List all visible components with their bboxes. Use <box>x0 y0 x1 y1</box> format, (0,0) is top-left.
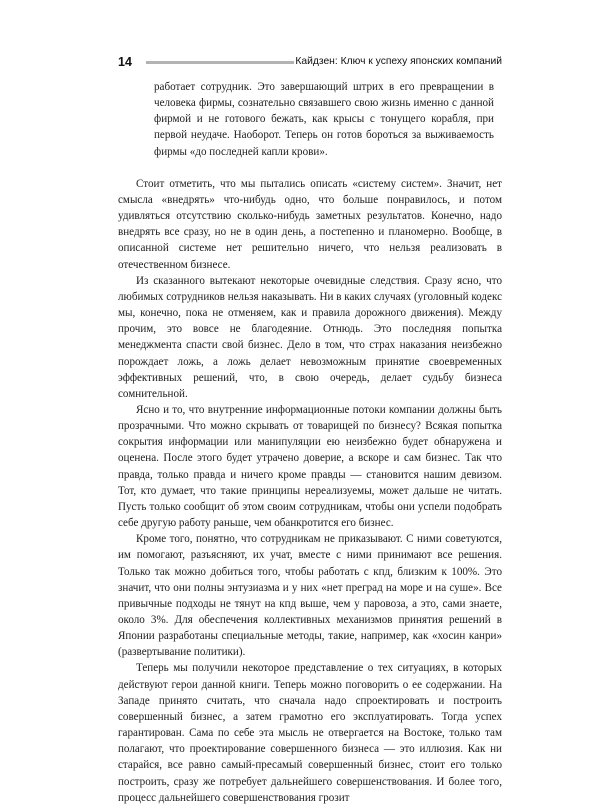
page-body <box>118 79 502 806</box>
paragraph-2: Из сказанного вытекают некоторые очевидные следствия. Сразу ясно, что любимых сотрудников нельзя наказывать. Ни в каких случаях (уголовный кодекс мы, конечно, пока не отменяем, как и правила дорожного движения). Между прочим, это вовсе не благодеяние. Отнюдь. Это последняя попытка менеджмента спасти свой бизнес. Дело в том, что страх наказания неизбежно порождает ложь, а ложь делает невозможным принятие своевременных эффективных решений, что, в свою очередь, делает судьбу бизнеса сомнительной. <box>118 274 502 400</box>
paragraph-5: Теперь мы получили некоторое представление о тех ситуациях, в которых действуют герои данной книги. Теперь можно поговорить о ее содержании. На Западе принято считать, что сначала надо спроектировать и построить совершенный бизнес, а затем грамотно его эксплуатировать. Тогда успех гарантирован. Сама по себе эта мысль не отвергается на Востоке, только там полагают, что проектирование совершенного бизнеса — это иллюзия. Как ни старайся, все равно самый-пресамый совершенный бизнес, стоит его только построить, сразу же потребует дальнейшего совершенствования. И более того, процесс дальнейшего совершенствования грозит <box>118 662 502 804</box>
paragraph-4: Кроме того, понятно, что сотрудникам не приказывают. С ними советуются, им помогают, разъясняют, их учат, вместе с ними принимают все решения. Только так можно добиться того, чтобы работать с кпд, близким к 100%. Это значит, что они полны энтузиазма и у них «нет преград на море и на суше». Все привычные подходы не тянут на кпд выше, чем у паровоза, а это, сами знаете, около 3%. Для обеспечения коллективных механизмов принятия решений в Японии разработаны специальные методы, такие, например, как «хосин канри» (развертывание политики). <box>118 533 502 659</box>
header-rule <box>146 61 294 64</box>
page-header <box>118 55 502 71</box>
quote-text: работает сотрудник. Это завершающий штрих в его превращении в человека фирмы, сознательно связавшего свою жизнь именно с данной фирмой и не готового бежать, как крысы с тонущего корабля, при первой неудаче. Наоборот. Теперь он готов бороться за выживаемость фирмы «до последней капли крови». <box>154 81 494 158</box>
paragraph-3: Ясно и то, что внутренние информационные потоки компании должны быть прозрачными. Что можно скрывать от товарищей по бизнесу? Всякая попытка сокрытия информации или манипуляции ею неизбежно будет обнаружена и оценена. После этого будет утрачено доверие, а вскоре и сам бизнес. Так что правда, только правда и ничего кроме правды — становится нашим девизом. Тот, кто думает, что такие принципы нереализуемы, может дальше не читать. Пусть только сообщит об этом своим сотрудникам, чтобы они успели подобрать себе другую работу раньше, чем обанкротится его бизнес. <box>118 403 502 530</box>
page-number: 14 <box>118 55 132 69</box>
block-quote <box>154 79 494 160</box>
running-title: Кайдзен: Ключ к успеху японских компаний <box>295 56 502 67</box>
paragraph-1: Стоит отметить, что мы пытались описать «систему систем». Значит, нет смысла «внедрять» что-нибудь одно, что больше понравилось, и потом удивляться отсутствию сколько-нибудь заметных результатов. Конечно, надо внедрять все сразу, но не в один день, а постепенно и планомерно. Вообще, в описанной системе нет решительно ничего, что нельзя реализовать в отечественном бизнесе. <box>118 177 502 271</box>
